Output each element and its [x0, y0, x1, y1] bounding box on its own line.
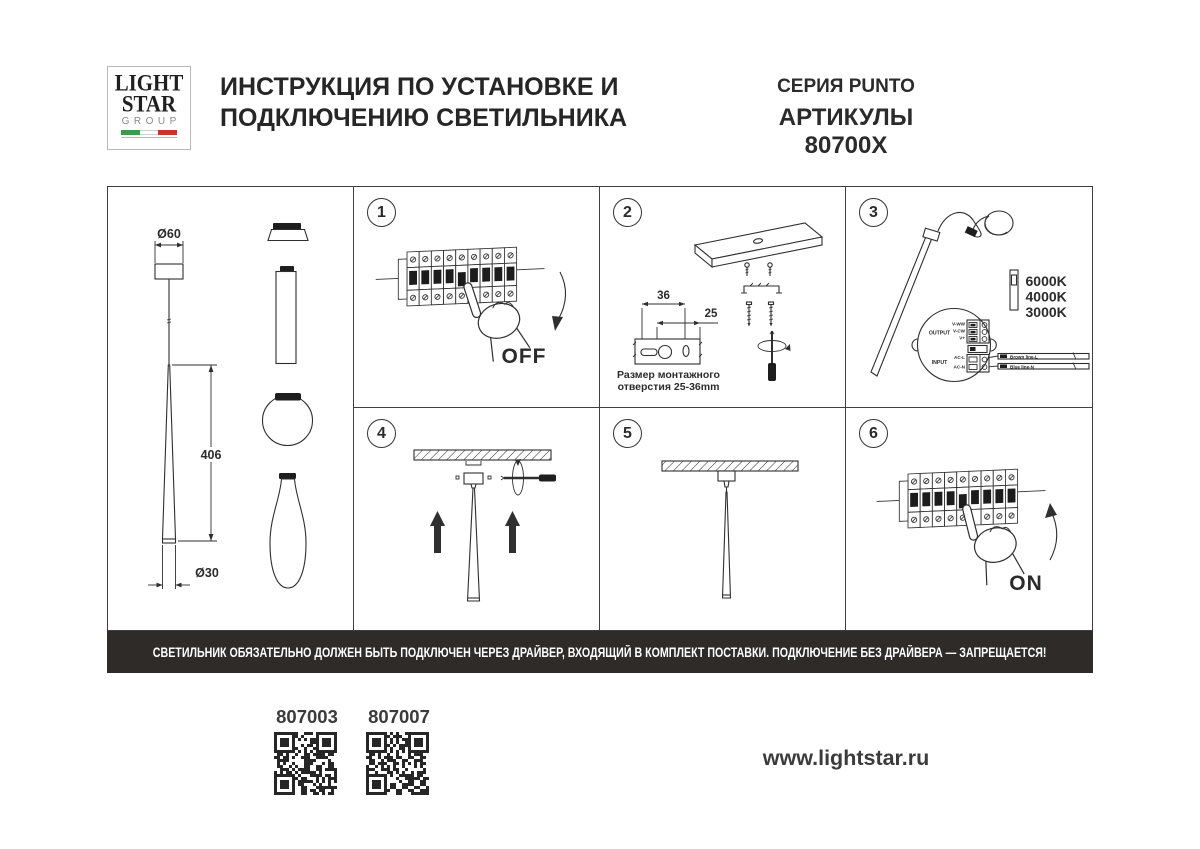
anchors-screws-drawing — [741, 263, 782, 327]
website-url: www.lightstar.ru — [762, 746, 930, 770]
qr-code — [366, 732, 432, 798]
logo-word-light: LIGHT — [114, 69, 184, 96]
temp-6000k: 6000K — [1025, 273, 1067, 289]
breaker-panel-icon — [376, 246, 545, 307]
product-drawing — [108, 187, 352, 629]
screwdriver-icon — [501, 459, 556, 495]
mains-wires-drawing — [989, 353, 1089, 370]
color-temp-switch-icon — [1010, 270, 1018, 310]
dim-height-label: 406 — [200, 448, 222, 462]
output-label: OUTPUT — [928, 330, 951, 337]
dim-bottom-label: Ø30 — [195, 566, 219, 580]
temp-4000k: 4000K — [1025, 288, 1067, 305]
wire-neutral-label: Blue line-N — [1010, 364, 1034, 370]
step-5-number: 5 — [613, 419, 642, 448]
svg-text:V+: V+ — [959, 335, 965, 341]
instruction-grid — [107, 186, 1093, 631]
step-1-panel — [354, 187, 600, 408]
step-6-number: 6 — [859, 419, 888, 448]
step-3-number: 3 — [859, 198, 888, 227]
article-code-807007: 807007 — [368, 706, 430, 727]
breaker-panel-icon — [877, 468, 1046, 529]
step-1-number: 1 — [367, 198, 396, 227]
canopy-drawing — [155, 264, 183, 279]
articles-name: АРТИКУЛЫ 80700X — [778, 104, 914, 159]
dim-top-label: Ø60 — [157, 227, 181, 241]
ceiling-drawing — [414, 450, 551, 460]
ceiling-drawing — [662, 461, 798, 471]
on-label: ON — [1009, 572, 1043, 595]
svg-text:36: 36 — [657, 290, 670, 302]
logo-underline — [121, 137, 177, 138]
svg-text:AC-N: AC-N — [953, 364, 965, 370]
svg-text:AC-L: AC-L — [954, 355, 965, 360]
step-5-panel — [600, 408, 846, 633]
step-2-panel — [600, 187, 846, 408]
qr-code — [274, 732, 340, 798]
step-4-panel — [354, 408, 600, 633]
shade-cylinder-drawing — [276, 266, 296, 364]
up-arrow-icon — [505, 511, 520, 553]
title-line-2: ПОДКЛЮЧЕНИЮ СВЕТИЛЬНИКА — [220, 104, 628, 132]
off-label: OFF — [501, 345, 547, 368]
step-6-panel — [846, 408, 1092, 633]
driver-drawing — [912, 309, 996, 382]
shade-drop-drawing — [270, 473, 306, 588]
up-arrow-icon — [430, 511, 445, 553]
warning-banner — [107, 631, 1093, 673]
wire-live-label: Brown line-L — [1010, 354, 1038, 360]
curved-arrow-up-icon — [1050, 511, 1057, 560]
step-2-number: 2 — [613, 198, 642, 227]
svg-text:V-CW: V-CW — [953, 328, 965, 334]
hole-dimensions-drawing — [633, 290, 718, 364]
shade-disc-drawing — [268, 223, 308, 241]
hole-note-line2: отверстия 25-36mm — [617, 381, 720, 393]
article-code-807003: 807003 — [276, 706, 338, 727]
curved-arrow-down-icon — [558, 272, 566, 320]
mounting-plate-3d-drawing — [695, 223, 822, 267]
step-3-panel — [846, 187, 1092, 408]
svg-text:V-WW: V-WW — [951, 321, 965, 327]
shade-sphere-drawing — [263, 393, 313, 446]
input-label: INPUT — [931, 360, 948, 366]
step-4-number: 4 — [367, 419, 396, 448]
italy-flag-icon — [121, 130, 177, 135]
product-dimensions-panel — [108, 187, 354, 633]
title-line-1: ИНСТРУКЦИЯ ПО УСТАНОВКЕ И — [220, 73, 619, 101]
series-block — [740, 76, 952, 160]
logo-word-group: GROUP — [121, 116, 181, 127]
temp-3000k: 3000K — [1025, 304, 1067, 320]
pendant-lift-drawing — [456, 473, 491, 601]
installed-pendant-drawing — [718, 471, 735, 598]
logo-word-star: STAR — [121, 90, 177, 117]
warning-text: СВЕТИЛЬНИК ОБЯЗАТЕЛЬНО ДОЛЖЕН БЫТЬ ПОДКЛЮЧЕН ЧЕРЕЗ ДРАЙВЕР, ВХОДЯЩИЙ В КОМПЛЕКТ ПОСТАВКИ. ПОДКЛЮЧЕНИЕ БЕЗ ДРАЙВЕРА — ЗАПРЕЩАЕТСЯ! — [153, 644, 1047, 660]
screwdriver-icon — [758, 331, 791, 381]
svg-text:25: 25 — [704, 308, 718, 320]
cone-drawing — [163, 365, 176, 539]
series-name: СЕРИЯ PUNTO — [777, 76, 915, 97]
hole-note-line1: Размер монтажного — [617, 369, 720, 381]
lightstar-logo — [107, 66, 191, 150]
page-title — [220, 72, 627, 134]
